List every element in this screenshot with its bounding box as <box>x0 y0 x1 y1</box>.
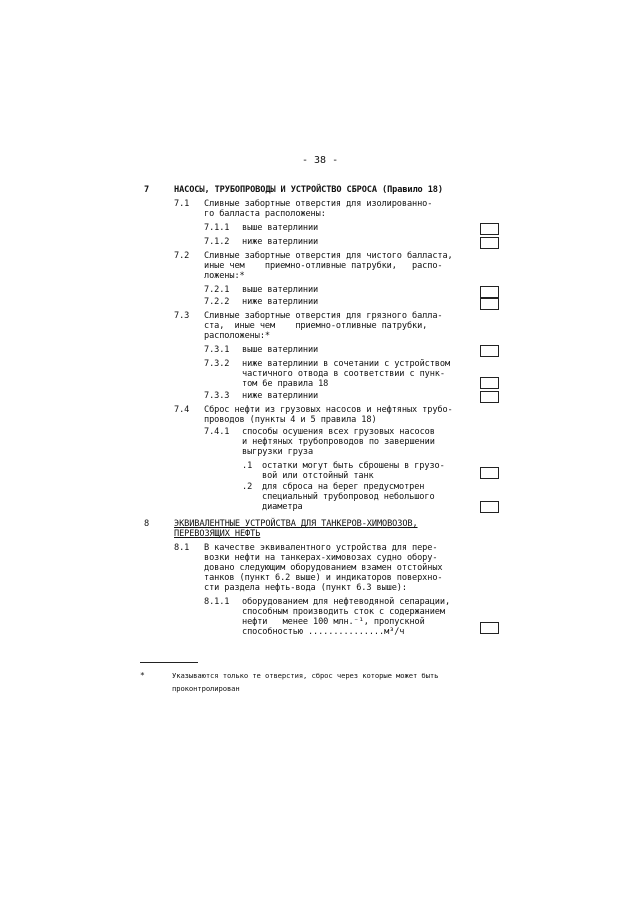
item-8-1-line-3: довано следующим оборудованием взамен отстойных <box>204 563 443 573</box>
item-7-3-2-line-3: том 6е правила 18 <box>242 379 329 389</box>
item-7-4-1-line-3: выгрузки груза <box>242 447 314 457</box>
item-7-3-line-2: ста, иные чем приемно-отливные патрубки, <box>204 321 428 331</box>
item-8-1-1-line-2: способным производить сток с содержанием <box>242 607 445 617</box>
checkbox-7-2-1[interactable] <box>480 286 499 298</box>
section-7-title: НАСОСЫ, ТРУБОПРОВОДЫ И УСТРОЙСТВО СБРОСА (Правило 18) <box>174 185 443 195</box>
item-8-1-1-line-4: способностью ...............м³/ч <box>242 627 405 637</box>
item-7-3-3-number: 7.3.3 <box>204 391 230 401</box>
item-7-3-2-line-1: ниже ватерлинии в сочетании с устройством <box>242 359 451 369</box>
item-7-1-number: 7.1 <box>174 199 190 209</box>
section-7-number: 7 <box>144 185 150 195</box>
checkbox-7-4-1-2[interactable] <box>480 501 499 513</box>
checkbox-7-3-3[interactable] <box>480 391 499 403</box>
checkbox-7-1-2[interactable] <box>480 237 499 249</box>
item-8-1-1-number: 8.1.1 <box>204 597 230 607</box>
footnote-line-2: проконтролирован <box>172 684 240 693</box>
item-8-1-1-line-3: нефти менее 100 млн.⁻¹, пропускной <box>242 617 425 627</box>
checkbox-7-3-2[interactable] <box>480 377 499 389</box>
item-7-3-2-number: 7.3.2 <box>204 359 230 369</box>
checkbox-7-1-1[interactable] <box>480 223 499 235</box>
item-8-1-number: 8.1 <box>174 543 190 553</box>
item-7-3-1-number: 7.3.1 <box>204 345 230 355</box>
item-8-1-line-4: танков (пункт 6.2 выше) и индикаторов поверхно- <box>204 573 443 583</box>
item-7-3-1-text: выше ватерлинии <box>242 345 319 355</box>
page-number: - 38 - <box>302 155 339 166</box>
item-7-2-1-number: 7.2.1 <box>204 285 230 295</box>
checkbox-7-3-1[interactable] <box>480 345 499 357</box>
item-7-4-1-2-line-1: для сброса на берег предусмотрен <box>262 482 425 492</box>
footnote-line-1: Указываются только те отверстия, сброс через которые может быть <box>172 671 439 680</box>
item-7-1-2-number: 7.1.2 <box>204 237 230 247</box>
item-7-2-2-number: 7.2.2 <box>204 297 230 307</box>
item-7-2-line-1: Сливные забортные отверстия для чистого балласта, <box>204 251 453 261</box>
item-7-4-1-number: 7.4.1 <box>204 427 230 437</box>
item-7-4-line-1: Сброс нефти из грузовых насосов и нефтяных трубо- <box>204 405 453 415</box>
item-8-1-line-1: В качестве эквивалентного устройства для пере- <box>204 543 438 553</box>
item-7-4-line-2: проводов (пункты 4 и 5 правила 18) <box>204 415 377 425</box>
section-8-title-line-2: ПЕРЕВОЗЯЩИХ НЕФТЬ <box>174 529 261 539</box>
item-8-1-1-line-1: оборудованием для нефтеводяной сепарации, <box>242 597 451 607</box>
item-7-2-line-2: иные чем приемно-отливные патрубки, распо- <box>204 261 443 271</box>
item-7-3-number: 7.3 <box>174 311 190 321</box>
section-8-title-line-1: ЭКВИВАЛЕНТНЫЕ УСТРОЙСТВА ДЛЯ ТАНКЕРОВ-ХИМОВОЗОВ, <box>174 519 418 529</box>
checkbox-8-1-1[interactable] <box>480 622 499 634</box>
checkbox-7-2-2[interactable] <box>480 298 499 310</box>
item-7-4-number: 7.4 <box>174 405 190 415</box>
item-7-1-line-1: Сливные забортные отверстия для изолированно- <box>204 199 433 209</box>
item-7-2-line-3: ложены:* <box>204 271 245 281</box>
item-7-4-1-1-line-1: остатки могут быть сброшены в грузо- <box>262 461 445 471</box>
item-7-4-1-2-line-2: специальный трубопровод небольшого <box>262 492 435 502</box>
item-7-4-1-1-line-2: вой или отстойный танк <box>262 471 374 481</box>
item-7-4-1-2-line-3: диаметра <box>262 502 303 512</box>
item-8-1-line-2: возки нефти на танкерах-химовозах судно обору- <box>204 553 438 563</box>
item-7-2-2-text: ниже ватерлинии <box>242 297 319 307</box>
item-7-4-1-line-2: и нефтяных трубопроводов по завершении <box>242 437 435 447</box>
checkbox-7-4-1-1[interactable] <box>480 467 499 479</box>
footnote-mark: * <box>140 671 145 680</box>
footnote-separator <box>140 662 198 663</box>
item-7-1-line-2: го балласта расположены: <box>204 209 326 219</box>
item-7-2-number: 7.2 <box>174 251 190 261</box>
item-7-4-1-line-1: способы осушения всех грузовых насосов <box>242 427 435 437</box>
item-7-3-2-line-2: частичного отвода в соответствии с пунк- <box>242 369 445 379</box>
item-7-3-line-3: расположены:* <box>204 331 270 341</box>
section-8-number: 8 <box>144 519 150 529</box>
item-7-4-1-1-number: .1 <box>242 461 253 471</box>
item-8-1-line-5: сти раздела нефть-вода (пункт 6.3 выше): <box>204 583 407 593</box>
item-7-3-line-1: Сливные забортные отверстия для грязного балла- <box>204 311 443 321</box>
item-7-1-1-number: 7.1.1 <box>204 223 230 233</box>
item-7-4-1-2-number: .2 <box>242 482 253 492</box>
item-7-3-3-text: ниже ватерлинии <box>242 391 319 401</box>
item-7-2-1-text: выше ватерлинии <box>242 285 319 295</box>
item-7-1-2-text: ниже ватерлинии <box>242 237 319 247</box>
item-7-1-1-text: выше ватерлинии <box>242 223 319 233</box>
